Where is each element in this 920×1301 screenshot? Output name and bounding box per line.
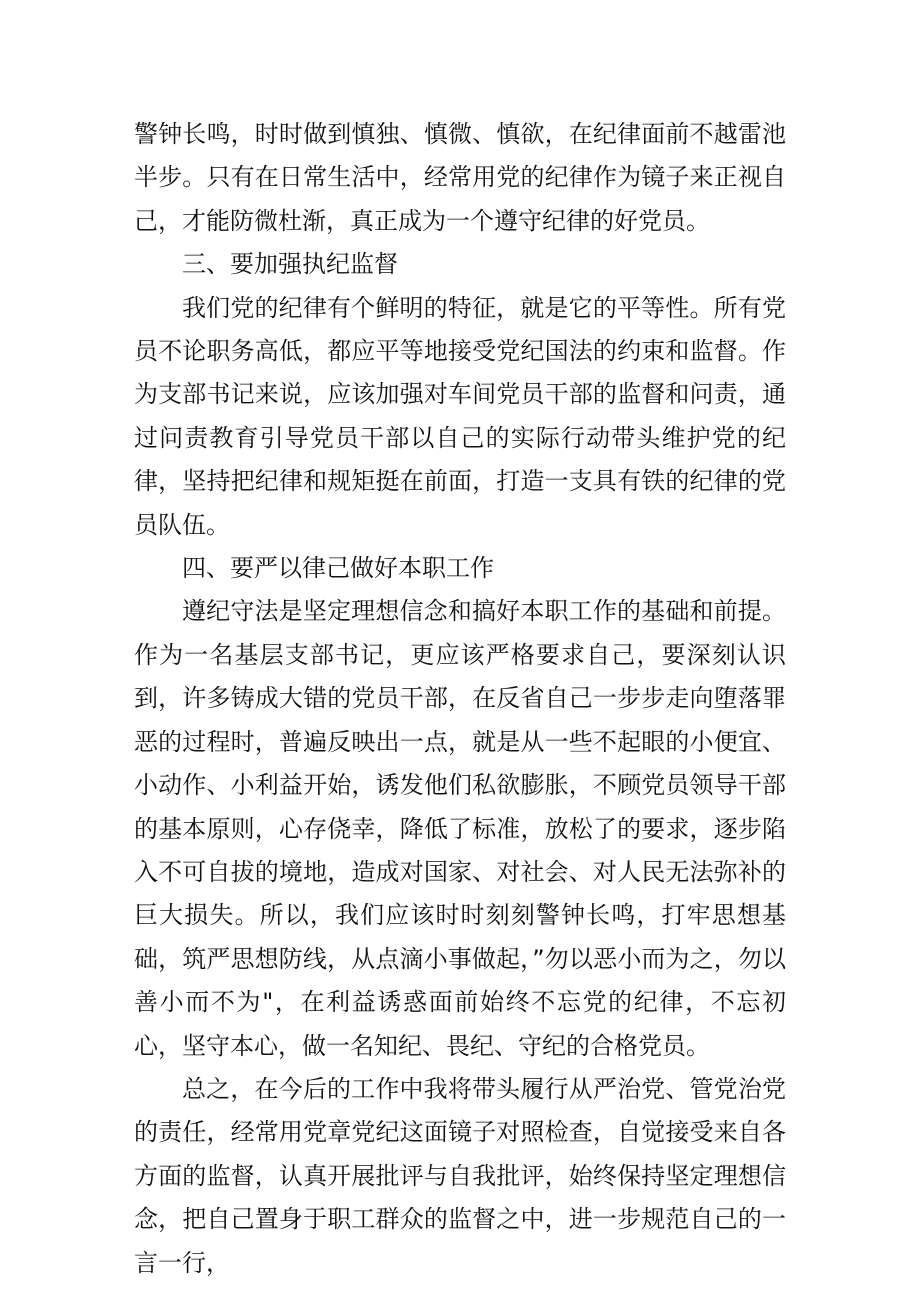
paragraph-conclusion: 总之，在今后的工作中我将带头履行从严治党、管党治党的责任，经常用党章党纪这面镜子对照检查，自觉接受来自各方面的监督，认真开展批评与自我批评，始终保持坚定理想信念，把自己置身于职工群众的监督之中，进一步规范自己的一言一行， [134,1074,786,1277]
section-heading-three: 三、要加强执纪监督 [182,250,398,279]
section-heading-four: 四、要严以律己做好本职工作 [182,554,494,583]
paragraph-continuation: 警钟长鸣，时时做到慎独、慎微、慎欲，在纪律面前不越雷池半步。只有在日常生活中，经常用党的纪律作为镜子来正视自己，才能防微杜渐，真正成为一个遵守纪律的好党员。 [134,120,786,235]
paragraph-self-discipline: 遵纪守法是坚定理想信念和搞好本职工作的基础和前提。作为一名基层支部书记，更应该严格要求自己，要深刻认识到，许多铸成大错的党员干部，在反省自己一步步走向堕落罪恶的过程时，普遍反映出一点，就是从一些不起眼的小便宜、小动作、小利益开始，诱发他们私欲膨胀，不顾党员领导干部的基本原则，心存侥幸，降低了标准，放松了的要求，逐步陷入不可自拔的境地，造成对国家、对社会、对人民无法弥补的巨大损失。所以，我们应该时时刻刻警钟长鸣，打牢思想基础，筑严思想防线，从点滴小事做起，”勿以恶小而为之，勿以善小而不为"，在利益诱惑面前始终不忘党的纪律，不忘初心，坚守本心，做一名知纪、畏纪、守纪的合格党员。 [134,597,786,1060]
document-body [134,113,786,1285]
paragraph-supervision: 我们党的纪律有个鲜明的特征，就是它的平等性。所有党员不论职务高低，都应平等地接受党纪国法的约束和监督。作为支部书记来说，应该加强对车间党员干部的监督和问责，通过问责教育引导党员干部以自己的实际行动带头维护党的纪律，坚持把纪律和规矩挺在前面，打造一支具有铁的纪律的党员队伍。 [134,293,786,539]
